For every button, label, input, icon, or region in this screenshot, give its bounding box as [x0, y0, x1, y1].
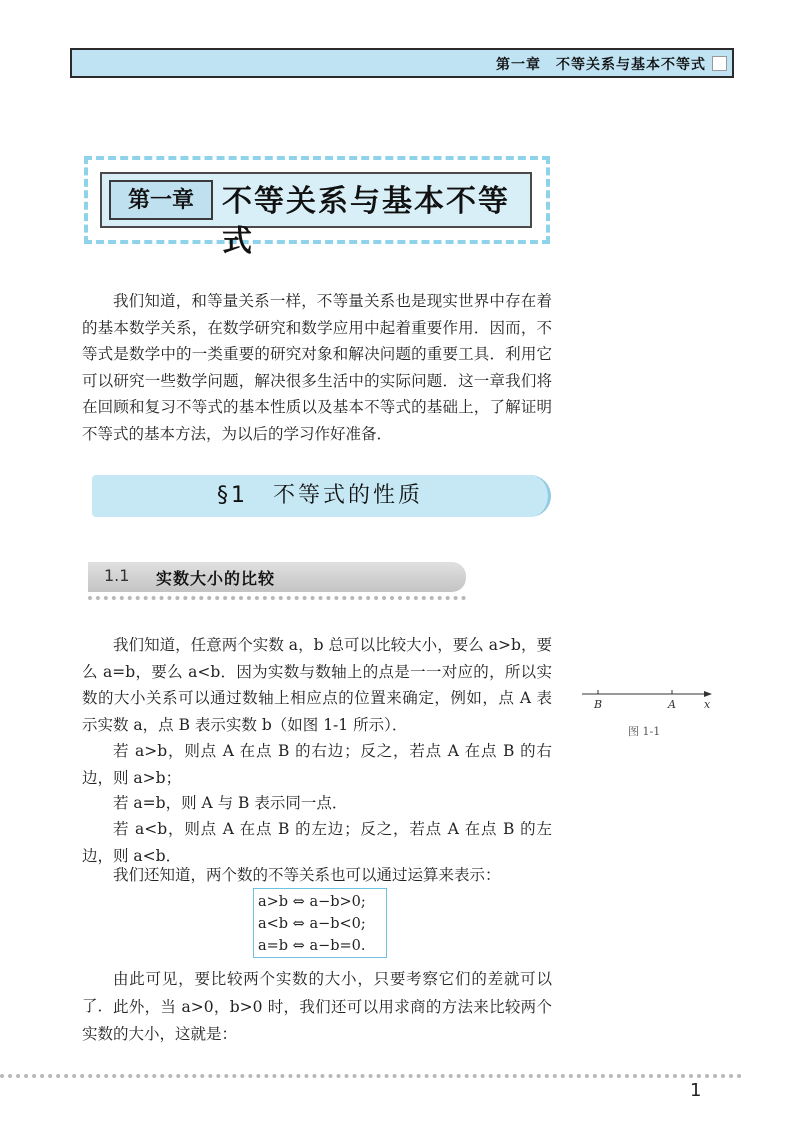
chapter-number: 第一章: [109, 180, 213, 220]
body-paragraph-1: 我们知道，任意两个实数 a，b 总可以比较大小，要么 a>b，要么 a=b，要么 a<b．因为实数与数轴上的点是一一对应的，所以实数的大小关系可以通过数轴上相应点的位置来确定，例如，点 A 表示实数 a，点 B 表示实数 b（如图 1-1 所示）．: [82, 636, 552, 734]
subsection-heading: [88, 562, 466, 592]
number-line-figure: [580, 684, 720, 716]
axis-x-label: x: [704, 698, 711, 711]
body-paragraph-6: 由此可见，要比较两个实数的大小，只要考察它们的差就可以了．: [82, 970, 552, 1015]
section-title: §1 不等式的性质: [217, 483, 423, 508]
chapter-banner: [84, 156, 550, 259]
equivalence-box: [253, 888, 387, 958]
section-heading: [92, 475, 551, 517]
header-corner-box: [712, 56, 727, 71]
running-header: [70, 48, 734, 78]
body-paragraph-2: 若 a>b，则点 A 在点 B 的右边；反之，若点 A 在点 B 的右边，则 a>b；: [82, 742, 552, 787]
intro-paragraph: 我们知道，和等量关系一样，不等量关系也是现实世界中存在着的基本数学关系，在数学研究和数学应用中起着重要作用．因而，不等式是数学中的一类重要的研究对象和解决问题的重要工具．利用它可以研究一些数学问题，解决很多生活中的实际问题．这一章我们将在回顾和复习不等式的基本性质以及基本不等式的基础上，了解证明不等式的基本方法，为以后的学习作好准备．: [82, 292, 552, 443]
equivalence-line-2: a<b ⇔ a−b<0;: [258, 916, 366, 932]
body-paragraph-4: 若 a<b，则点 A 在点 B 的左边；反之，若点 A 在点 B 的左边，则 a<b．: [82, 820, 552, 865]
running-header-title: 第一章 不等关系与基本不等式: [496, 57, 706, 73]
page-number: 1: [690, 1080, 702, 1101]
subsection-number: 1.1: [104, 566, 130, 585]
subsection-dotted-rule: [88, 596, 466, 600]
chapter-title: 不等关系与基本不等式: [222, 184, 510, 259]
body-paragraph-3: 若 a=b，则 A 与 B 表示同一点．: [113, 794, 348, 812]
equivalence-line-1: a>b ⇔ a−b>0;: [258, 894, 366, 910]
number-line-arrow-icon: [704, 691, 712, 697]
point-b-label: B: [594, 698, 603, 711]
footer-dotted-rule: [0, 1074, 742, 1078]
figure-caption: 图 1-1: [628, 725, 661, 738]
point-a-label: A: [668, 698, 676, 711]
chapter-banner-inner: [100, 172, 532, 259]
body-paragraph-7: 此外，当 a>0，b>0 时，我们还可以用求商的方法来比较两个实数的大小，这就是：: [82, 998, 552, 1043]
subsection-title: 实数大小的比较: [156, 569, 276, 588]
equivalence-line-3: a=b ⇔ a−b=0.: [258, 938, 366, 954]
body-paragraph-5: 我们还知道，两个数的不等关系也可以通过运算来表示：: [113, 866, 501, 884]
